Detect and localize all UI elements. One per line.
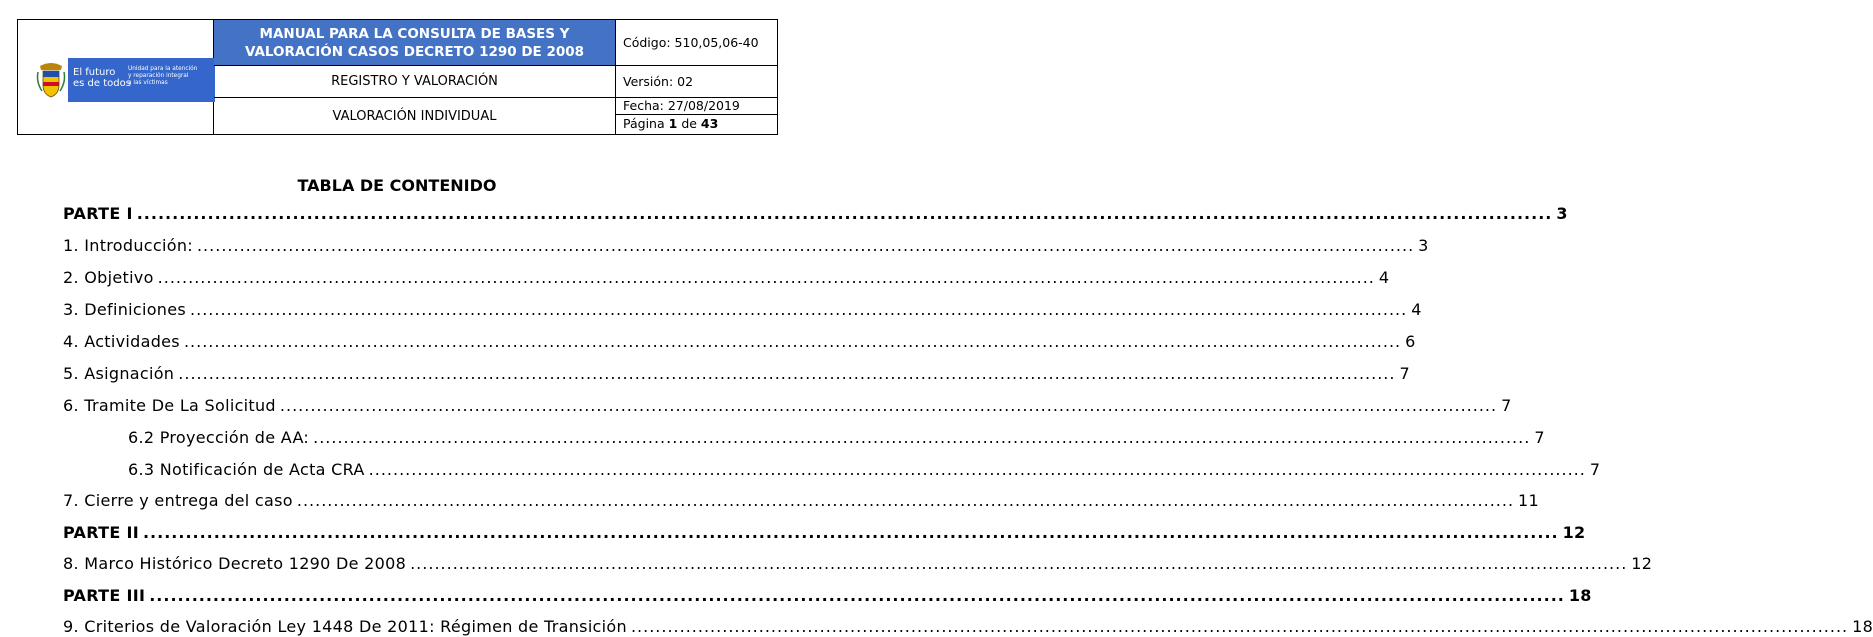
toc-entry-page: 12 bbox=[1631, 554, 1653, 573]
toc-entry[interactable] bbox=[63, 550, 1653, 574]
toc-entry-leader: ........................................................................................................................................................................................................ bbox=[196, 236, 1415, 255]
toc-entry-leader: ........................................................................................................................................................................................................ bbox=[157, 268, 1375, 287]
brand-banner bbox=[68, 58, 215, 102]
subtitle-process: REGISTRO Y VALORACIÓN bbox=[214, 66, 616, 98]
toc-entry-leader: ........................................................................................................................................................................................................ bbox=[178, 364, 1396, 383]
toc-entry-page: 7 bbox=[1534, 428, 1545, 447]
title-line-2: VALORACIÓN CASOS DECRETO 1290 DE 2008 bbox=[244, 44, 585, 60]
toc-title: TABLA DE CONTENIDO bbox=[297, 176, 497, 195]
brand-line-2: es de todos bbox=[73, 78, 131, 89]
toc-entry-label: PARTE III bbox=[63, 586, 146, 605]
toc-entry-page: 18 bbox=[1568, 586, 1592, 605]
toc-entry-page: 18 bbox=[1852, 617, 1873, 636]
toc-entry[interactable] bbox=[63, 582, 1592, 606]
toc-entry[interactable] bbox=[63, 487, 1540, 511]
document-title bbox=[214, 20, 616, 66]
toc-entry-page: 7 bbox=[1501, 396, 1512, 415]
toc-entry-label: 5. Asignación bbox=[63, 364, 175, 383]
toc-entry-page: 12 bbox=[1562, 523, 1586, 542]
toc-entry-label: 6.2 Proyección de AA: bbox=[128, 428, 310, 447]
toc-entry-label: 6.3 Notificación de Acta CRA bbox=[128, 460, 365, 479]
toc-entry-page: 6 bbox=[1405, 332, 1416, 351]
brand-line-1: El futuro bbox=[73, 67, 116, 78]
toc-entry[interactable] bbox=[63, 200, 1568, 224]
toc-entry-label: 1. Introducción: bbox=[63, 236, 193, 255]
subtitle-procedure: VALORACIÓN INDIVIDUAL bbox=[214, 98, 616, 134]
toc-entry[interactable] bbox=[63, 519, 1586, 543]
coat-of-arms-icon bbox=[34, 58, 68, 102]
toc-entry-page: 4 bbox=[1378, 268, 1390, 287]
toc-entry-label: 2. Objetivo bbox=[63, 268, 154, 287]
toc-entry[interactable] bbox=[63, 424, 1545, 448]
toc-entry-label: PARTE II bbox=[63, 523, 139, 542]
toc-entry-leader: ........................................................................................................................................................................................................ bbox=[313, 428, 1531, 447]
toc-entry[interactable] bbox=[63, 296, 1422, 320]
toc-entry-page: 7 bbox=[1399, 364, 1410, 383]
toc-entry[interactable] bbox=[63, 264, 1390, 288]
unit-line-1: Unidad para la atención bbox=[128, 66, 198, 72]
toc-entry-leader: ........................................................................................................................................................................................................ bbox=[630, 617, 1849, 636]
toc-entry-page: 3 bbox=[1556, 204, 1568, 223]
toc-entry-label: 3. Definiciones bbox=[63, 300, 187, 319]
toc-entry-label: 8. Marco Histórico Decreto 1290 De 2008 bbox=[63, 554, 407, 573]
document-version: Versión: 02 bbox=[616, 66, 777, 98]
title-line-1: MANUAL PARA LA CONSULTA DE BASES Y bbox=[259, 26, 570, 42]
toc-entry[interactable] bbox=[63, 613, 1873, 637]
toc-entry-page: 7 bbox=[1589, 460, 1601, 479]
toc-entry-page: 3 bbox=[1418, 236, 1429, 255]
document-header bbox=[17, 19, 778, 135]
toc-entry-page: 11 bbox=[1518, 491, 1540, 510]
toc-entry-label: 9. Criterios de Valoración Ley 1448 De 2011: Régimen de Transición bbox=[63, 617, 627, 636]
toc-entry-leader: ........................................................................................................................................................................................................ bbox=[142, 523, 1559, 542]
unit-line-3: a las víctimas bbox=[128, 80, 168, 86]
toc-entry-label: 6. Tramite De La Solicitud bbox=[63, 396, 276, 415]
logo-cell bbox=[18, 20, 214, 134]
toc-entry-leader: ........................................................................................................................................................................................................ bbox=[183, 332, 1402, 351]
unit-line-2: y reparación integral bbox=[128, 73, 189, 79]
toc-entry-label: 7. Cierre y entrega del caso bbox=[63, 491, 293, 510]
page-total: 43 bbox=[700, 116, 719, 131]
page-prefix: Página bbox=[623, 116, 665, 131]
toc-entry-leader: ........................................................................................................................................................................................................ bbox=[410, 554, 1628, 573]
toc-entry[interactable] bbox=[63, 392, 1512, 416]
logo bbox=[34, 58, 215, 102]
toc-entry-leader: ........................................................................................................................................................................................................ bbox=[149, 586, 1565, 605]
toc-entry[interactable] bbox=[63, 456, 1601, 480]
toc-entry-label: PARTE I bbox=[63, 204, 133, 223]
document-code: Código: 510,05,06-40 bbox=[616, 20, 777, 66]
toc-entry-leader: ........................................................................................................................................................................................................ bbox=[279, 396, 1498, 415]
toc-entry-leader: ........................................................................................................................................................................................................ bbox=[296, 491, 1515, 510]
toc-entry-leader: ........................................................................................................................................................................................................ bbox=[368, 460, 1586, 479]
toc-entry-page: 4 bbox=[1411, 300, 1422, 319]
page-indicator bbox=[616, 115, 777, 134]
page-of: de bbox=[681, 116, 697, 131]
toc-entry[interactable] bbox=[63, 360, 1410, 384]
toc-entry-leader: ........................................................................................................................................................................................................ bbox=[136, 204, 1553, 223]
page-number: 1 bbox=[668, 116, 678, 131]
toc-entry-label: 4. Actividades bbox=[63, 332, 180, 351]
document-date: Fecha: 27/08/2019 bbox=[616, 98, 777, 115]
toc-entry-leader: ........................................................................................................................................................................................................ bbox=[190, 300, 1408, 319]
toc-entry[interactable] bbox=[63, 232, 1429, 256]
toc-entry[interactable] bbox=[63, 328, 1416, 352]
